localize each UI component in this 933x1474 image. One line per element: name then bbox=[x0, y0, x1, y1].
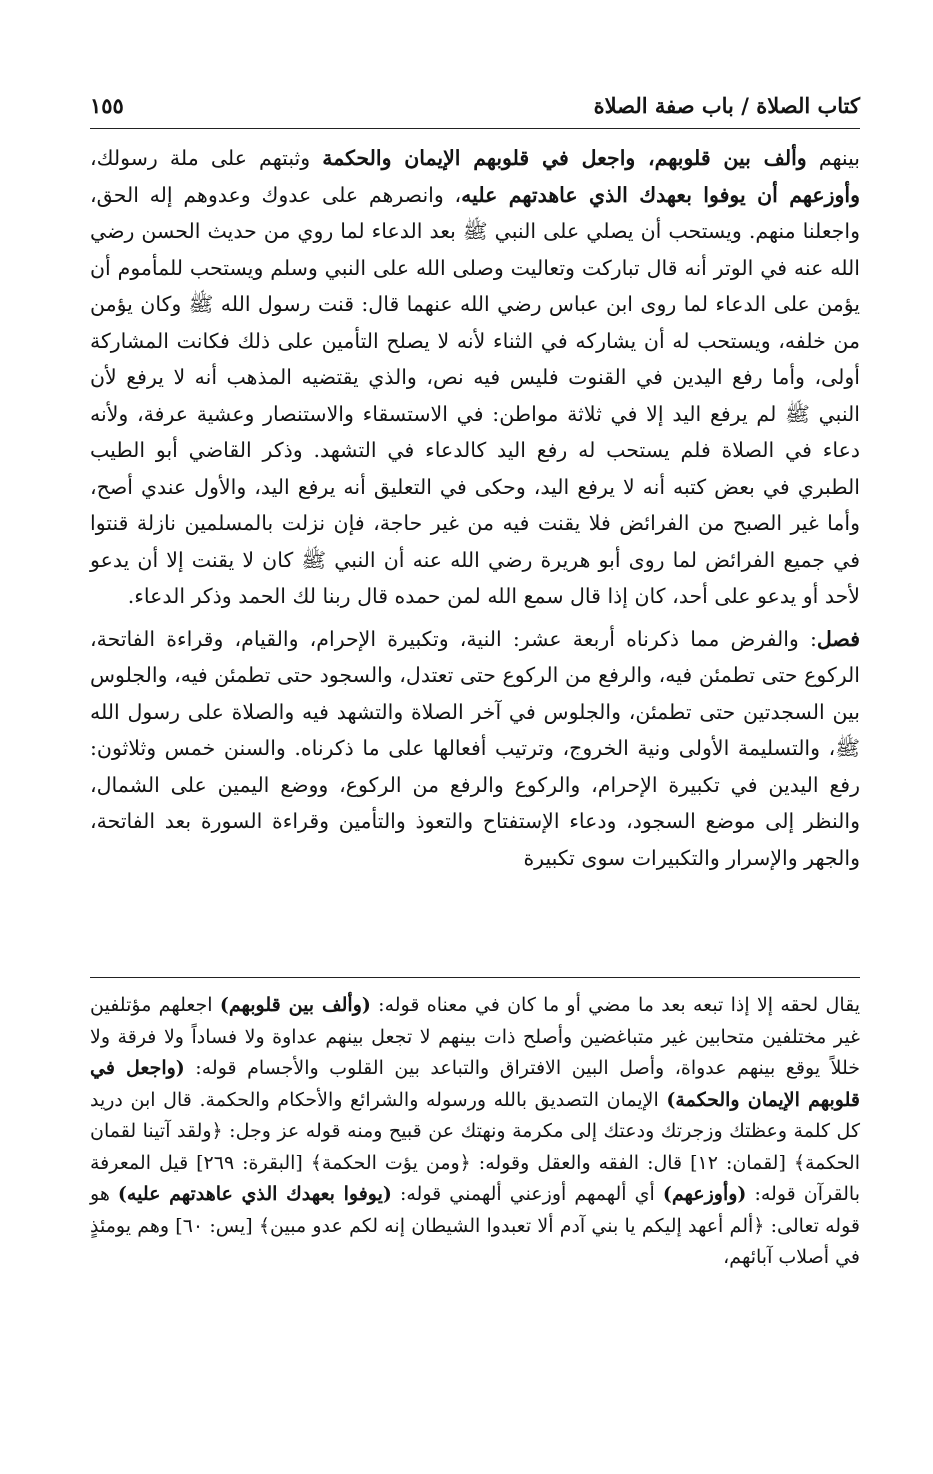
running-header bbox=[90, 88, 860, 124]
paragraph-fasl bbox=[90, 621, 860, 877]
page-number: ١٥٥ bbox=[90, 93, 124, 118]
main-text bbox=[90, 140, 860, 882]
text-run: ، وانصرهم على عدوك وعدوهم إله الحق، واجعلنا منهم. ويستحب أن يصلي على النبي ﷺ بعد الدعاء لما روي من حديث الحسن رضي الله عنه في الوتر أنه قال تباركت وتعاليت وصلى الله على النبي وسلم ويستحب للمأموم أن يؤمن على الدعاء لما روى ابن عباس رضي الله عنهما قال: قنت رسول الله ﷺ وكان يؤمن من خلفه، ويستحب له أن يشاركه في الثناء لأنه لا يصلح التأمين على ذلك فكانت المشاركة أولى، وأما رفع اليدين في القنوت فليس فيه نص، والذي يقتضيه المذهب أنه لا يرفع لأن النبي ﷺ لم يرفع اليد إلا في ثلاثة مواطن: في الاستسقاء والاستنصار وعشية عرفة، ولأنه دعاء في الصلاة فلم يستحب له رفع اليد كالدعاء في التشهد. وذكر القاضي أبو الطيب الطبري في بعض كتبه أنه لا يرفع اليد، وحكى في التعليق أنه يرفع اليد، والأول عندي أصح، وأما غير الصبح من الفرائض فلا يقنت فيه من غير حاجة، فإن نزلت بالمسلمين نازلة قنتوا في جميع الفرائض لما روى أبو هريرة رضي الله عنه أن النبي ﷺ كان لا يقنت إلا أن يدعو لأحد أو يدعو على أحد، كان إذا قال سمع الله لمن حمده قال ربنا لك الحمد وذكر الدعاء. bbox=[90, 182, 860, 608]
text-run: اجعلهم مؤتلفين غير مختلفين متحابين غير متباغضين وأصلح ذات بينهم لا تجعل بينهم عداوة ولا فساداً ولا فرقة ولا خللاً يوقع بينهم عدواة، وأصل البين الافتراق والتباعد بين القلوب والأجسام قوله: bbox=[90, 994, 861, 1079]
chapter-title: كتاب الصلاة / باب صفة الصلاة bbox=[593, 93, 860, 118]
bold-quote: (وألف بين قلوبهم) bbox=[219, 994, 371, 1016]
text-run: هو قوله تعالى: ﴿ألم أعهد إليكم يا بني آدم ألا تعبدوا الشيطان إنه لكم عدو مبين﴾ [يس: ٦٠] وهم يومئذٍ في أصلاب آبائهم، bbox=[90, 1183, 860, 1268]
header-divider bbox=[90, 128, 860, 129]
text-run: : والفرض مما ذكرناه أربعة عشر: النية، وتكبيرة الإحرام، والقيام، وقراءة الفاتحة، الركوع حتى تطمئن فيه، والرفع من الركوع حتى تعتدل، والسجود حتى تطمئن فيه، والجلوس بين السجدتين حتى تطمئن، والجلوس في آخر الصلاة والتشهد فيه والصلاة على رسول الله ﷺ، والتسليمة الأولى ونية الخروج، وترتيب أفعالها على ما ذكرناه. والسنن خمس وثلاثون: رفع اليدين في تكبيرة الإحرام، والركوع والرفع من الركوع، ووضع اليمين على الشمال، والنظر إلى موضع السجود، ودعاء الإستفتاح والتعوذ والتأمين وقراءة السورة بعد الفاتحة، والجهر والإسرار والتكبيرات سوى تكبيرة bbox=[90, 626, 860, 870]
text-run: يقال لحقه إلا إذا تبعه بعد ما مضي أو ما كان في معناه قوله: bbox=[370, 994, 861, 1016]
footnote-paragraph bbox=[90, 990, 860, 1274]
footnote-divider bbox=[90, 977, 860, 978]
bold-quote: (وأوزعهم) bbox=[662, 1183, 747, 1205]
paragraph-dua bbox=[90, 140, 860, 615]
bold-quote: (يوفوا بعهدك الذي عاهدتهم عليه) bbox=[117, 1183, 392, 1205]
text-run: الإيمان التصديق بالله ورسوله والشرائع والأحكام والحكمة. قال ابن دريد كل كلمة وعظتك وزجرتك ودعتك إلى مكرمة ونهتك عن قبيح ومنه قوله عز وجل: ﴿ولقد آتينا لقمان الحكمة﴾ [لقمان: ١٢] قال: الفقه والعقل وقوله: ﴿ومن يؤت الحكمة﴾ [البقرة: ٢٦٩] قيل المعرفة بالقرآن قوله: bbox=[90, 1088, 860, 1205]
text-run: بينهم bbox=[806, 146, 861, 170]
bold-quote: وألف بين قلوبهم، واجعل في قلوبهم الإيمان والحكمة bbox=[322, 146, 807, 170]
section-heading-fasl: فصل bbox=[816, 626, 860, 651]
text-run: أي ألهمهم أوزعني ألهمني قوله: bbox=[391, 1183, 663, 1205]
bold-quote: (واجعل في قلوبهم الإيمان والحكمة) bbox=[90, 1057, 860, 1111]
text-run: وثبتهم على ملة رسولك، bbox=[90, 146, 323, 170]
bold-quote: وأوزعهم أن يوفوا بعهدك الذي عاهدتهم عليه bbox=[461, 182, 860, 207]
footnote bbox=[90, 990, 860, 1274]
